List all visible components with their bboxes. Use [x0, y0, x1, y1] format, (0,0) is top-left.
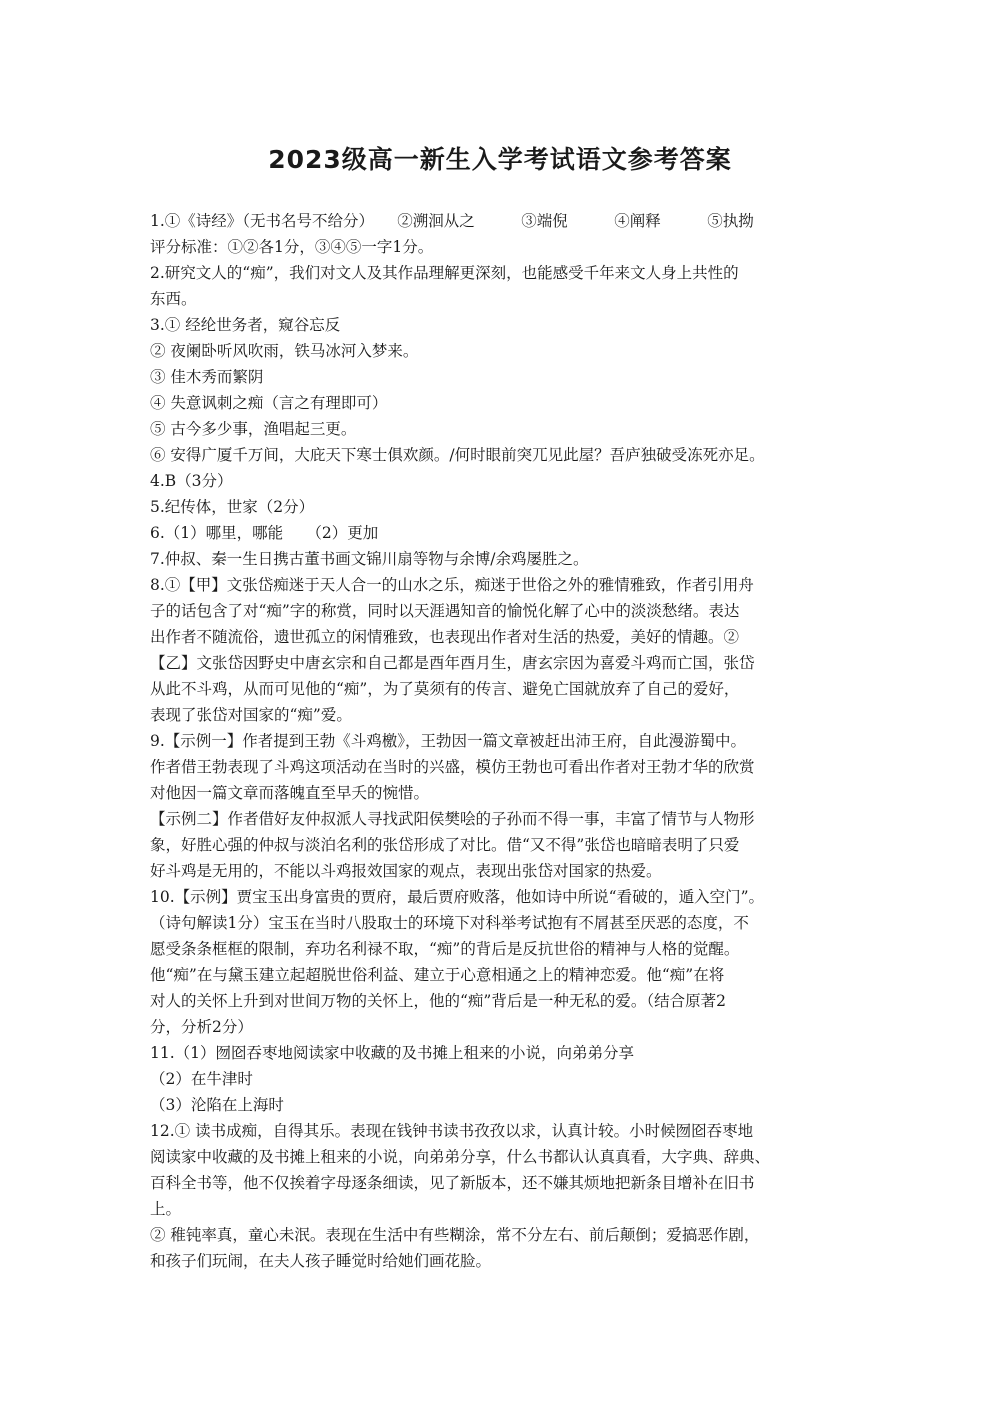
answer-line-q8-cont: 出作者不随流俗，遗世孤立的闲情雅致，也表现出作者对生活的热爱，美好的情趣。② — [150, 628, 740, 646]
answer-line-q9-cont: 作者借王勃表现了斗鸡这项活动在当时的兴盛，模仿王勃也可看出作者对王勃才华的欣赏 — [150, 758, 755, 776]
answer-line-q2: 2.研究文人的“痴”，我们对文人及其作品理解更深刻，也能感受千年来文人身上共性的 — [150, 264, 739, 282]
answer-line-q10: 10.【示例】贾宝玉出身富贵的贾府，最后贾府败落，他如诗中所说“看破的，遁入空门”。 — [150, 888, 765, 906]
answer-line-q12-2: ② 稚钝率真，童心未泯。表现在生活中有些糊涂，常不分左右、前后颠倒；爱搞恶作剧， — [150, 1226, 760, 1244]
answer-line-q7: 7.仲叔、秦一生日携古董书画文锦川扇等物与余博/余鸡屡胜之。 — [150, 550, 589, 568]
answer-line-q8-cont: 【乙】文张岱因野史中唐玄宗和自己都是酉年酉月生，唐玄宗因为喜爱斗鸡而亡国，张岱 — [150, 654, 755, 672]
answer-line-q8-cont: 子的话包含了对“痴”字的称赏，同时以天涯遇知音的愉悦化解了心中的淡淡愁绪。表达 — [150, 602, 740, 620]
answer-line-q12-cont: 阅读家中收藏的及书摊上租来的小说，向弟弟分享，什么书都认认真真看，大字典、辞典、 — [150, 1148, 771, 1166]
answer-line-q10-cont: 他“痴”在与黛玉建立起超脱世俗利益、建立于心意相通之上的精神恋爱。他“痴”在将 — [150, 966, 725, 984]
document-title: 2023级高一新生入学考试语文参考答案 — [268, 145, 732, 174]
answer-line-q12-cont: 和孩子们玩闹，在夫人孩子睡觉时给她们画花脸。 — [150, 1252, 492, 1270]
answer-line-q3-1: 3.① 经纶世务者，窥谷忘反 — [150, 316, 341, 334]
answer-line-q11-1: 11.（1）囫囵吞枣地阅读家中收藏的及书摊上租来的小说，向弟弟分享 — [150, 1044, 635, 1062]
answer-line-q8: 8.①【甲】文张岱痴迷于天人合一的山水之乐，痴迷于世俗之外的雅情雅致，作者引用舟 — [150, 576, 754, 594]
answer-line-q3-4: ④ 失意讽刺之痴（言之有理即可） — [150, 394, 388, 412]
answer-line-q1-scoring: 评分标准：①②各1分，③④⑤一字1分。 — [150, 238, 434, 256]
answer-line-q12-1: 12.① 读书成痴，自得其乐。表现在钱钟书读书孜孜以求，认真计较。小时候囫囵吞枣地 — [150, 1122, 754, 1140]
answer-line-q8-cont: 表现了张岱对国家的“痴”爱。 — [150, 706, 352, 724]
answer-line-q5: 5.纪传体，世家（2分） — [150, 498, 315, 516]
answer-line-q9-cont: 对他因一篇文章而落魄直至早夭的惋惜。 — [150, 784, 430, 802]
answer-line-q2-cont: 东西。 — [150, 290, 197, 308]
answer-line-q3-6: ⑥ 安得广厦千万间，大庇天下寒士俱欢颜。/何时眼前突兀见此屋？吾庐独破受冻死亦足。 — [150, 446, 765, 464]
answer-line-q10-cont: （诗句解读1分）宝玉在当时八股取士的环境下对科举考试抱有不屑甚至厌恶的态度，不 — [150, 914, 749, 932]
answer-line-q9-cont: 象，好胜心强的仲叔与淡泊名利的张岱形成了对比。借“又不得”张岱也暗暗表明了只爱 — [150, 836, 740, 854]
answer-line-q9-example2: 【示例二】作者借好友仲叔派人寻找武阳侯樊哙的子孙而不得一事，丰富了情节与人物形 — [150, 810, 755, 828]
answer-line-q6: 6.（1）哪里，哪能 （2）更加 — [150, 524, 379, 542]
answer-line-q9-example1: 9.【示例一】作者提到王勃《斗鸡檄》，王勃因一篇文章被赶出沛王府，自此漫游蜀中。 — [150, 732, 747, 750]
answer-line-q3-5: ⑤ 古今多少事，渔唱起三更。 — [150, 420, 357, 438]
answer-line-q10-cont: 愿受条条框框的限制，弃功名利禄不取，“痴”的背后是反抗世俗的精神与人格的觉醒。 — [150, 940, 740, 958]
answer-line-q9-cont: 好斗鸡是无用的，不能以斗鸡报效国家的观点，表现出张岱对国家的热爱。 — [150, 862, 662, 880]
answer-content — [150, 208, 862, 1274]
answer-line-q10-cont: 分，分析2分） — [150, 1018, 253, 1036]
answer-line-q11-3: （3）沦陷在上海时 — [150, 1096, 284, 1114]
answer-line-q10-cont: 对人的关怀上升到对世间万物的关怀上，他的“痴”背后是一种无私的爱。（结合原著2 — [150, 992, 726, 1010]
answer-line-q4: 4.B（3分） — [150, 472, 233, 490]
answer-line-q1: 1.①《诗经》（无书名号不给分） ②溯洄从之 ③端倪 ④阐释 ⑤执拗 — [150, 212, 754, 230]
answer-line-q11-2: （2）在牛津时 — [150, 1070, 253, 1088]
answer-line-q8-cont: 从此不斗鸡，从而可见他的“痴”，为了莫须有的传言、避免亡国就放弃了自己的爱好， — [150, 680, 740, 698]
answer-line-q3-3: ③ 佳木秀而繁阴 — [150, 368, 264, 386]
answer-line-q12-cont: 百科全书等，他不仅挨着字母逐条细读，见了新版本，还不嫌其烦地把新条目增补在旧书 — [150, 1174, 755, 1192]
answer-line-q12-cont: 上。 — [150, 1200, 182, 1218]
answer-line-q3-2: ② 夜阑卧听风吹雨，铁马冰河入梦来。 — [150, 342, 419, 360]
